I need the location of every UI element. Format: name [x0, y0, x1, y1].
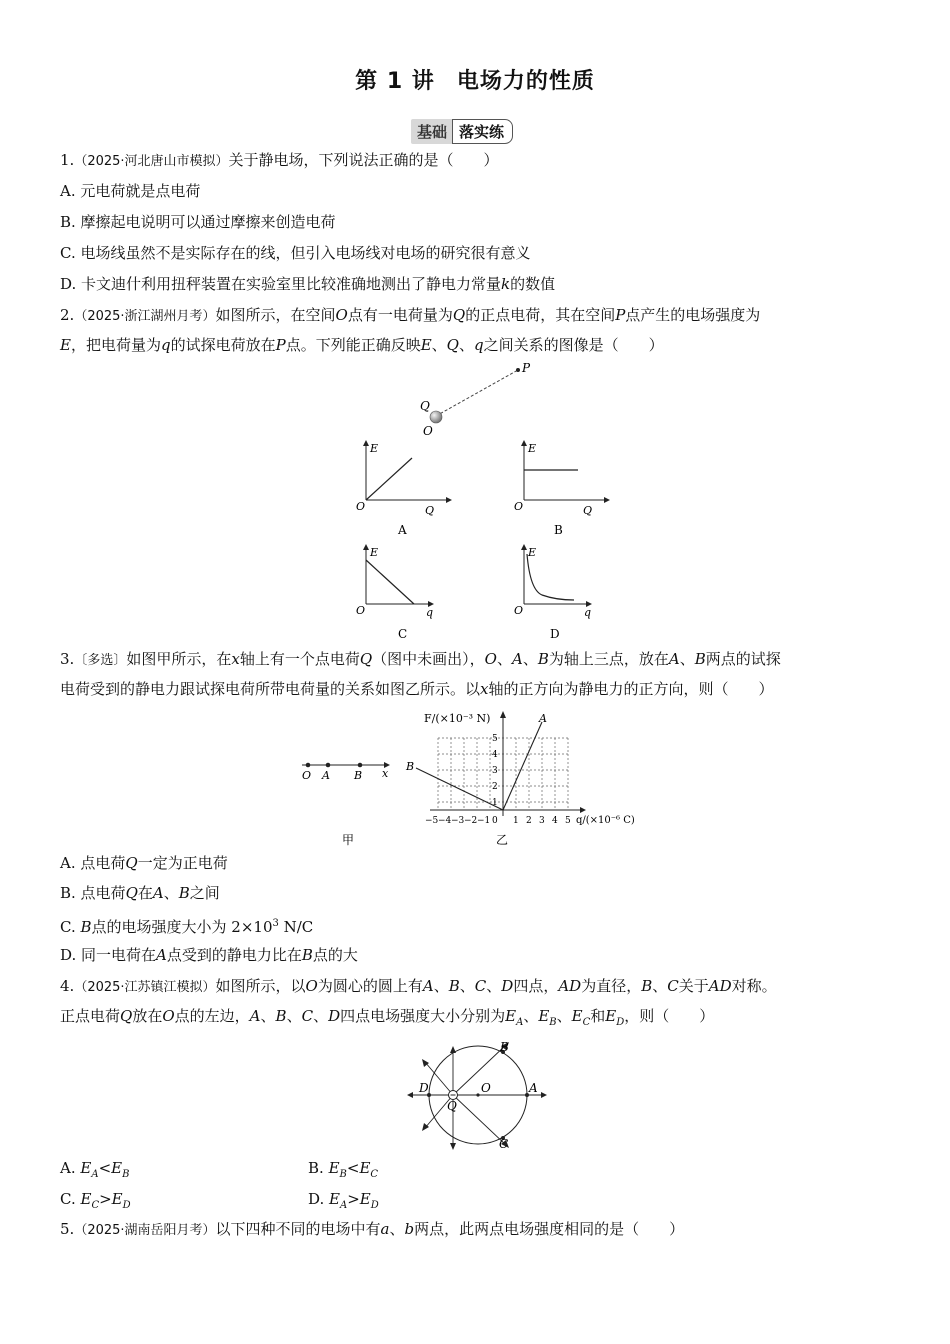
- svg-text:−3: −3: [451, 816, 465, 826]
- svg-text:3: 3: [539, 816, 545, 826]
- label-p: P: [522, 361, 531, 375]
- graph-label: D: [550, 627, 560, 641]
- charge-ball: [430, 411, 442, 423]
- banner-left: 基础: [411, 119, 453, 144]
- svg-text:1: 1: [513, 816, 519, 826]
- svg-text:1: 1: [492, 798, 498, 808]
- line-a: [503, 722, 542, 810]
- svg-text:E: E: [370, 442, 379, 455]
- q3-stem-line2: 电荷受到的静电力跟试探电荷所带电荷量的关系如图乙所示。以x轴的正方向为静电力的正方向，则（ ）: [60, 680, 774, 698]
- svg-text:B: B: [354, 769, 363, 782]
- dashed-line: [436, 370, 518, 416]
- y-arrow-icon: [363, 544, 369, 550]
- svg-text:C: C: [499, 1137, 509, 1151]
- svg-text:−4: −4: [438, 816, 452, 826]
- y-arrow-icon: [363, 440, 369, 446]
- q2-stem-line1: 2.（2025·浙江湖州月考）如图所示，在空间O点有一电荷量为Q的正点电荷，其在空间P点产生的电场强度为: [60, 306, 761, 324]
- svg-text:x: x: [382, 767, 389, 780]
- svg-text:Q: Q: [425, 504, 435, 517]
- svg-text:5: 5: [492, 734, 498, 744]
- arrow-icon: [450, 1143, 456, 1150]
- q3-option-a[interactable]: A. 点电荷Q一定为正电荷: [60, 854, 228, 872]
- figure-caption-yi: 乙: [496, 833, 509, 847]
- y-arrow-icon: [521, 544, 527, 550]
- line-b-label: B: [406, 760, 415, 773]
- q3-option-d[interactable]: D. 同一电荷在A点受到的静电力比在B点的大: [60, 946, 358, 964]
- x-arrow-icon: [446, 497, 452, 503]
- graph-line: [366, 560, 414, 604]
- y-axis-label: F/(×10⁻³ N): [424, 712, 491, 725]
- q3-option-c[interactable]: C. B点的电场强度大小为 $2\times 10^3$ N/C: [60, 918, 314, 936]
- x-arrow-icon: [580, 807, 586, 813]
- svg-text:O: O: [481, 1081, 491, 1095]
- line-a-label: A: [539, 712, 547, 725]
- svg-text:5: 5: [565, 816, 571, 826]
- graph-label: B: [554, 523, 563, 537]
- point-o: [476, 1093, 479, 1096]
- svg-text:0: 0: [492, 816, 498, 826]
- svg-text:−1: −1: [477, 816, 491, 826]
- svg-text:4: 4: [552, 816, 558, 826]
- svg-text:D: D: [419, 1081, 429, 1095]
- svg-text:4: 4: [492, 750, 498, 760]
- svg-text:A: A: [529, 1081, 538, 1095]
- x-axis-label: q/(×10⁻⁶ C): [576, 815, 635, 826]
- svg-text:3: 3: [492, 766, 498, 776]
- q1-option-b[interactable]: B. 摩擦起电说明可以通过摩擦来创造电荷: [60, 213, 336, 231]
- svg-text:E: E: [528, 442, 537, 455]
- graph-label: C: [398, 627, 408, 641]
- q4-option-a[interactable]: A. $E_A<E_B$: [60, 1159, 130, 1180]
- svg-text:B: B: [500, 1040, 509, 1054]
- point-a: [326, 763, 331, 768]
- lecture-number: 第 1 讲: [355, 69, 435, 94]
- svg-text:O: O: [302, 769, 312, 782]
- arrow-icon: [541, 1092, 547, 1098]
- arrow-icon: [407, 1092, 413, 1098]
- q5-stem: 5.（2025·湖南岳阳月考）以下四种不同的电场中有a、b两点，此两点电场强度相同的是（ ）: [60, 1220, 685, 1238]
- x-arrow-icon: [604, 497, 610, 503]
- q2-charge-figure: [410, 362, 540, 437]
- svg-text:O: O: [356, 604, 366, 617]
- lecture-topic: 电场力的性质: [456, 69, 595, 94]
- q4-option-d[interactable]: D. $E_A>E_D$: [308, 1190, 379, 1211]
- q1-stem: 1.（2025·河北唐山市模拟）关于静电场，下列说法正确的是（ ）: [60, 151, 499, 169]
- svg-text:O: O: [514, 500, 524, 513]
- q1-option-c[interactable]: C. 电场线虽然不是实际存在的线，但引入电场线对电场的研究很有意义: [60, 244, 531, 262]
- q3-option-b[interactable]: B. 点电荷Q在A、B之间: [60, 884, 220, 902]
- graph-line: [366, 458, 412, 500]
- svg-text:O: O: [356, 500, 366, 513]
- svg-text:2: 2: [492, 782, 498, 792]
- svg-text:O: O: [514, 604, 524, 617]
- y-arrow-icon: [500, 711, 506, 718]
- label-o: O: [423, 424, 433, 438]
- x-tick-labels: [425, 816, 571, 826]
- q3-figure-yi: [406, 708, 656, 850]
- q1-option-a[interactable]: A. 元电荷就是点电荷: [60, 182, 201, 200]
- q4-option-c[interactable]: C. $E_C>E_D$: [60, 1190, 131, 1211]
- graph-label: A: [398, 523, 407, 537]
- svg-text:E: E: [370, 546, 379, 559]
- q4-stem-line2: 正点电荷Q放在O点的左边，A、B、C、D四点电场强度大小分别为$E_A$、$E_B$、$E_C$和$E_D$，则（ ）: [60, 1007, 715, 1028]
- svg-text:A: A: [322, 769, 330, 782]
- q2-graph-a: [352, 438, 452, 540]
- svg-text:Q: Q: [447, 1099, 457, 1113]
- label-q: Q: [420, 399, 430, 413]
- svg-text:−2: −2: [464, 816, 478, 826]
- q2-graph-c: [352, 542, 452, 644]
- y-arrow-icon: [521, 440, 527, 446]
- q2-graph-d: [510, 542, 610, 644]
- q3-figure-jia: [298, 752, 398, 852]
- svg-text:E: E: [528, 546, 537, 559]
- point-o: [306, 763, 311, 768]
- arrow-icon: [450, 1046, 456, 1053]
- figure-caption-jia: 甲: [342, 833, 355, 847]
- svg-text:q: q: [426, 606, 434, 619]
- y-tick-labels: [492, 734, 498, 808]
- q3-stem-line1: 3.〔多选〕如图甲所示，在x轴上有一个点电荷Q（图中未画出），O、A、B为轴上三点，放在A、B两点的试探: [60, 650, 781, 668]
- point-p: [516, 368, 520, 372]
- q2-stem-line2: E，把电荷量为q的试探电荷放在P点。下列能正确反映E、Q、q之间关系的图像是（ ）: [60, 336, 664, 354]
- q4-circle-figure: [405, 1034, 555, 1154]
- q2-graph-b: [510, 438, 610, 540]
- svg-text:−5: −5: [425, 816, 439, 826]
- svg-text:2: 2: [526, 816, 532, 826]
- graph-curve: [527, 554, 574, 600]
- svg-text:q: q: [584, 606, 592, 619]
- q4-option-b[interactable]: B. $E_B<E_C$: [308, 1159, 379, 1180]
- q1-option-d[interactable]: D. 卡文迪什利用扭秤装置在实验室里比较准确地测出了静电力常量k的数值: [60, 275, 556, 293]
- banner-right: 落实练: [452, 119, 513, 144]
- point-b: [358, 763, 363, 768]
- section-banner: [411, 118, 513, 144]
- svg-text:Q: Q: [583, 504, 593, 517]
- q4-stem-line1: 4.（2025·江苏镇江模拟）如图所示，以O为圆心的圆上有A、B、C、D四点，AD为直径，B、C关于AD对称。: [60, 977, 777, 995]
- page-title: [0, 64, 950, 95]
